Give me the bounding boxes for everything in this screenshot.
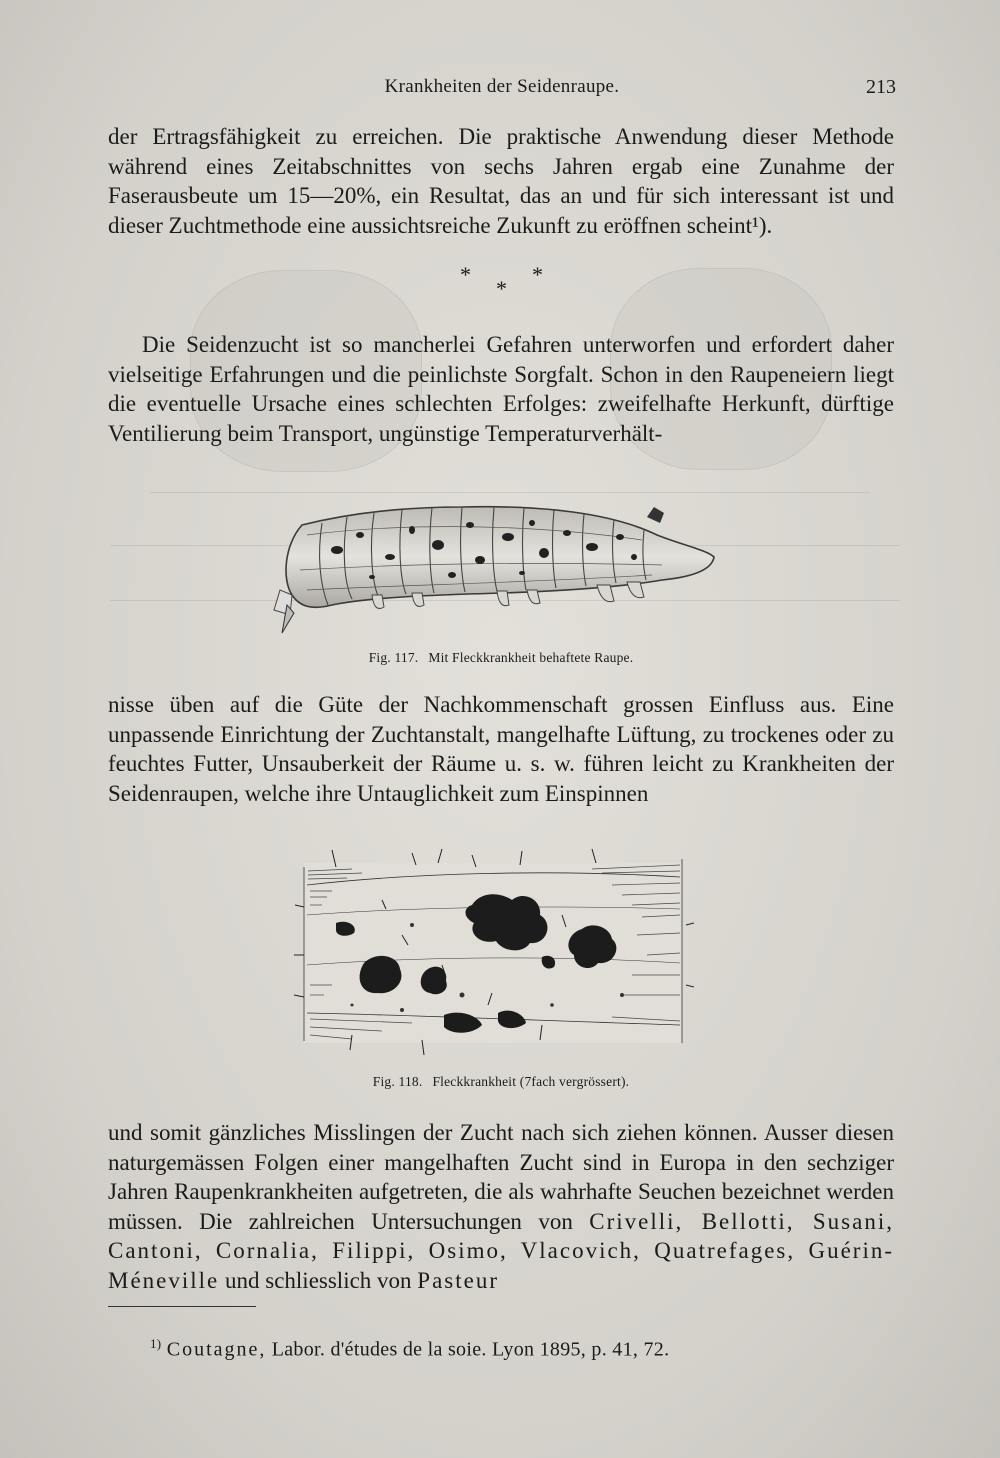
footnote-author: Coutagne, [166, 1338, 267, 1361]
paragraph-4-last-name: Pasteur [417, 1267, 500, 1293]
paragraph-4-intro: und somit gänzliches Misslingen der Zucht nach sich ziehen können. Ausser diesen naturgemässen Folgen einer mangelhaften Zucht sind in Europa in den sechziger Jahren Raupenkrankheiten aufgetreten, die als wahrhafte Seuchen bezeichnet werden müssen. Die zahlreichen Untersuchungen von [108, 1120, 894, 1234]
footnote-1 [150, 1336, 669, 1362]
paragraph-4 [108, 1118, 894, 1296]
figure-118-title: Fleckkrankheit (7fach vergrössert). [432, 1074, 630, 1089]
paragraph-1: der Ertragsfähigkeit zu erreichen. Die praktische Anwendung dieser Methode während eines Zeitabschnittes von sechs Jahren ergab eine Zunahme der Faserausbeute um 15—20%, ein Resultat, das an und für sich interessant ist und dieser Zuchtmethode eine aussichtsreiche Zukunft zu eröffnen scheint¹). [108, 124, 894, 238]
figure-118-label: Fig. 118. [372, 1074, 423, 1089]
asterisk: * [460, 262, 471, 287]
figure-118-skin-segment-illustration [292, 845, 694, 1060]
asterisk: * [496, 276, 507, 301]
paragraph-4-connector: und schliesslich von [225, 1267, 412, 1293]
page-header [108, 76, 896, 106]
footnote-citation: Labor. d'études de la soie. Lyon 1895, p. 41, 72. [271, 1338, 670, 1361]
paragraph-4-researcher-names: Crivelli, Bellotti, Susani, Cantoni, Cornalia, Filippi, Osimo, Vlacovich, Quatrefages, Guérin-Méneville [108, 1208, 894, 1293]
bleed-through-line [150, 492, 870, 493]
footnote-separator [108, 1306, 256, 1307]
page-number: 213 [866, 76, 896, 98]
figure-117-caption [108, 650, 894, 666]
figure-117-label: Fig. 117. [368, 650, 419, 665]
section-asterism [440, 262, 560, 302]
paragraph-3: nisse üben auf die Güte der Nachkommenschaft grossen Einfluss aus. Eine unpassende Einrichtung der Zuchtanstalt, mangelhafte Lüftung, zu trockenes oder zu feuchtes Futter, Unsauberkeit der Räume u. s. w. führen leicht zu Krankheiten der Seidenraupen, welche ihre Untauglichkeit zum Einspinnen [108, 692, 894, 806]
asterisk: * [532, 262, 543, 287]
footnote-marker: 1) [150, 1336, 162, 1351]
figure-117-title: Mit Fleckkrankheit behaftete Raupe. [428, 650, 634, 665]
figure-117-caterpillar-illustration [262, 495, 722, 645]
running-head: Krankheiten der Seidenraupe. [384, 76, 620, 97]
paragraph-2: Die Seidenzucht ist so mancherlei Gefahren unterworfen und erfordert daher vielseitige Erfahrungen und die peinlichste Sorgfalt. Schon in den Raupeneiern liegt die eventuelle Ursache eines schlechten Erfolges: zweifelhafte Herkunft, dürftige Ventilierung beim Transport, ungünstige Temperaturverhält- [108, 332, 894, 446]
figure-118-caption [108, 1074, 894, 1090]
